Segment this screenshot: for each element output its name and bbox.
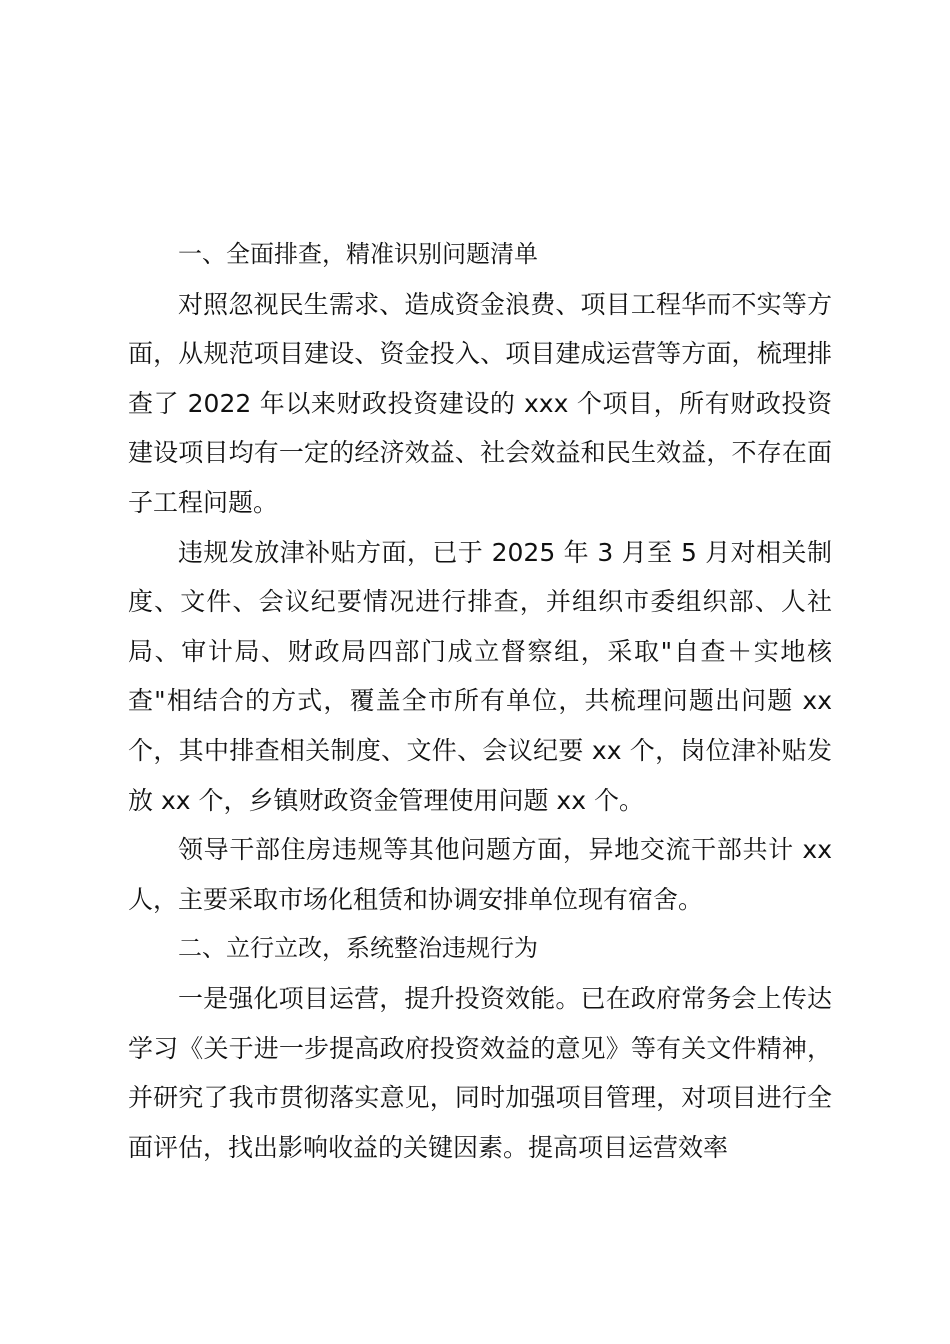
paragraph-project-operation: 一是强化项目运营，提升投资效能。已在政府常务会上传达学习《关于进一步提高政府投资效益的意见》等有关文件精神，并研究了我市贯彻落实意见，同时加强项目管理，对项目进行全面评估，找出影响收益的关键因素。提高项目运营效率 [128, 983, 832, 1162]
paragraph-project-review: 对照忽视民生需求、造成资金浪费、项目工程华而不实等方面，从规范项目建设、资金投入、项目建成运营等方面，梳理排查了 2022 年以来财政投资建设的 xxx 个项目，所有财政投资建设项目均有一定的经济效益、社会效益和民生效益，不存在面子工程问题。 [128, 289, 832, 517]
section-heading-2: 二、立行立改，系统整治违规行为 [178, 934, 538, 963]
paragraph-allowance-review: 违规发放津补贴方面，已于 2025 年 3 月至 5 月对相关制度、文件、会议纪要情况进行排查，并组织市委组织部、人社局、审计局、财政局四部门成立督察组，采取"自查＋实地核查"相结合的方式，覆盖全市所有单位，共梳理问题出问题 xx 个，其中排查相关制度、文件、会议纪要 xx 个，岗位津补贴发放 xx 个，乡镇财政资金管理使用问题 xx 个。 [128, 537, 832, 815]
document-body [128, 230, 832, 1172]
paragraph-housing-review: 领导干部住房违规等其他问题方面，异地交流干部共计 xx 人，主要采取市场化租赁和协调安排单位现有宿舍。 [128, 835, 832, 914]
section-heading-1: 一、全面排查，精准识别问题清单 [178, 240, 538, 268]
